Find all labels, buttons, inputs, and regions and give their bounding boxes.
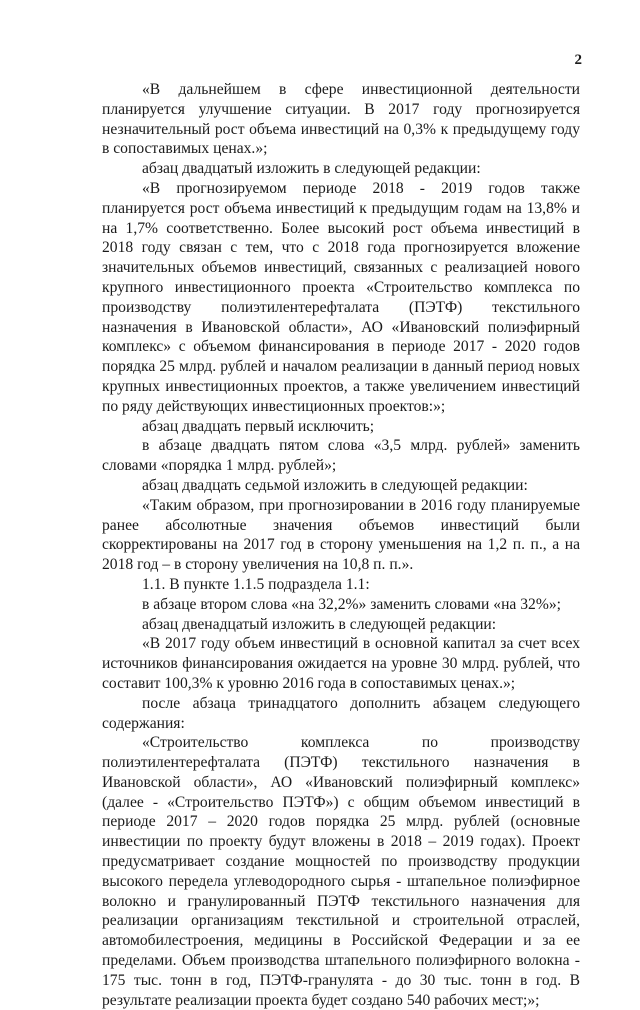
paragraph-quote-forecast-2018-2019: «В прогнозируемом периоде 2018 - 2019 годов также планируется рост объема инвестиций к предыдущим годам на 13,8% и на 1,7% соответственно. Более высокий рост объема инвестиций в 2018 году связан с тем, что с 2018 года прогнозируется вложение значительных объемов инвестиций, связанных с реализацией нового крупного инвестиционного проекта «Строительство комплекса по производству полиэтилентерефталата (ПЭТФ) текстильного назначения в Ивановской области», АО «Ивановский полиэфирный комплекс» с объемом финансирования в периоде 2017 - 2020 годов порядка 25 млрд. рублей и началом реализации в данный период новых крупных инвестиционных проектов, а также увеличением инвестиций по ряду действующих инвестиционных проектов:»; — [102, 179, 580, 415]
paragraph-instruction-21st-exclude: абзац двадцать первый исключить; — [142, 417, 375, 435]
paragraph-quote-petf-project: «Строительство комплекса по производству полиэтилентерефталата (ПЭТФ) текстильного назначения в Ивановской области», АО «Ивановский полиэфирный комплекс» (далее - «Строительство ПЭТФ») с общим объемом инвестиций в периоде 2017 – 2020 годов порядка 25 млрд. рублей (основные инвестиции по проекту будут вложены в 2018 – 2019 годах). Проект предусматривает создание мощностей по производству продукции высокого передела углеводородного сырья - штапельное полиэфирное волокно и гранулированный ПЭТФ текстильного назначения для реализации организациям текстильной и строительной отраслей, автомобилестроения, медицины в Российской Федерации и за ее пределами. Объем производства штапельного полиэфирного волокна - 175 тыс. тонн в год, ПЭТФ-гранулята - до 30 тыс. тонн в год. В результате реализации проекта будет создано 540 рабочих мест;»; — [102, 734, 580, 1009]
paragraph-quote-investment-2017: «В 2017 году объем инвестиций в основной капитал за счет всех источников финансирования ожидается на уровне 30 млрд. рублей, что составит 100,3% к уровню 2016 года в сопоставимых ценах.»; — [102, 635, 580, 692]
paragraph-item-1-1: 1.1. В пункте 1.1.5 подраздела 1.1: — [142, 575, 370, 593]
page-number: 2 — [574, 52, 582, 68]
paragraph-instruction-after-13th: после абзаца тринадцатого дополнить абзацем следующего содержания: — [102, 694, 580, 732]
document-body — [102, 80, 580, 1010]
paragraph-instruction-27th: абзац двадцать седьмой изложить в следующей редакции: — [142, 476, 528, 494]
paragraph-instruction-20th: абзац двадцатый изложить в следующей редакции: — [142, 160, 481, 178]
paragraph-instruction-25th-replace: в абзаце двадцать пятом слова «3,5 млрд. рублей» заменить словами «порядка 1 млрд. рублей»; — [102, 437, 580, 475]
paragraph-quote-forecast-adjustment: «Таким образом, при прогнозировании в 2016 году планируемые ранее абсолютные значения объемов инвестиций были скорректированы на 2017 год в сторону уменьшения на 1,2 п. п., а на 2018 год – в сторону увеличения на 10,8 п. п.». — [102, 496, 580, 574]
paragraph-instruction-12th: абзац двенадцатый изложить в следующей редакции: — [142, 615, 497, 633]
paragraph-instruction-2nd-replace: в абзаце втором слова «на 32,2%» заменить словами «на 32%»; — [142, 595, 561, 613]
paragraph-quote-investment-outlook-2017: «В дальнейшем в сфере инвестиционной деятельности планируется улучшение ситуации. В 2017 году прогнозируется незначительный рост объема инвестиций на 0,3% к предыдущему году в сопоставимых ценах.»; — [102, 81, 580, 158]
